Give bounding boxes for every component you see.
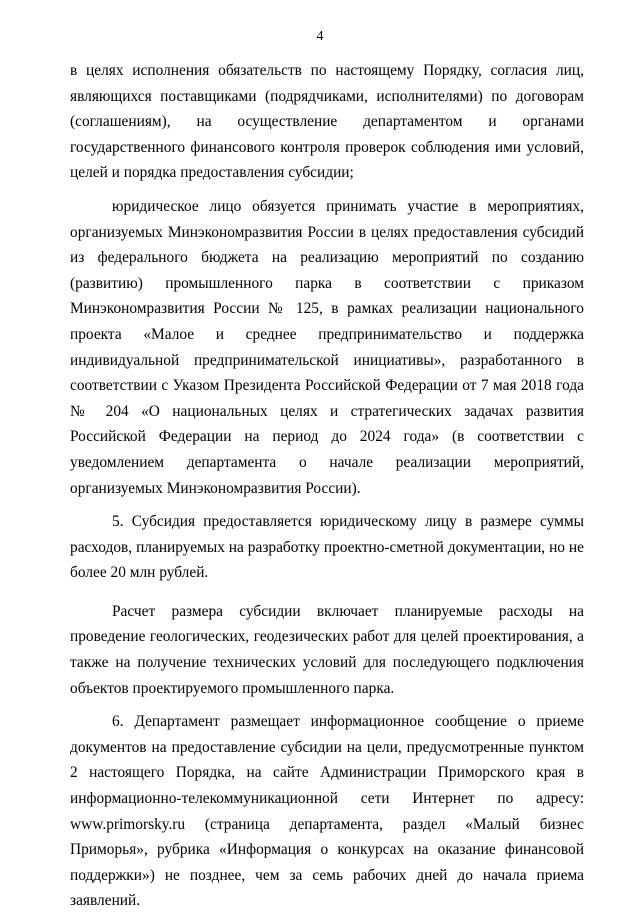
paragraph-subsidy-calculation: Расчет размера субсидии включает планируемые расходы на проведение геологических, геодезических работ для целей проектирования, а также на получение технических условий для последующего подключения объектов проектируемого промышленного парка. [70,602,584,697]
paragraph-consent-clause: в целях исполнения обязательств по настоящему Порядку, согласия лиц, являющихся поставщиками (подрядчиками, исполнителями) по договорам (соглашениям), на осуществление департаментом и органами государственного финансового контроля проверок соблюдения ими условий, целей и порядка предоставления субсидии; [70,62,584,182]
paragraph-item-6: 6. Департамент размещает информационное сообщение о приеме документов на предоставление субсидии на цели, предусмотренные пунктом 2 настоящего Порядка, на сайте Администрации Приморского края в информационно-телекоммуникационной сети Интернет по адресу: www.primorsky.ru (страница департамента, раздел «Малый бизнес Приморья», рубрика «Информация о конкурсах на оказание финансовой поддержки») не позднее, чем за семь рабочих дней до начала приема заявлений. [70,713,584,910]
paragraph-item-5: 5. Субсидия предоставляется юридическому лицу в размере суммы расходов, планируемых на разработку проектно-сметной документации, но не более 20 млн рублей. [70,513,584,582]
paragraph-participation-clause: юридическое лицо обязуется принимать участие в мероприятиях, организуемых Минэкономразвития России в целях предоставления субсидий из федерального бюджета на реализацию мероприятий по созданию (развитию) промышленного парка в соответствии с приказом Минэкономразвития России № 125, в рамках реализации национального проекта «Малое и среднее предпринимательство и поддержка индивидуальной предпринимательской инициативы», разработанного в соответствии с Указом Президента Российской Федерации от 7 мая 2018 года № 204 «О национальных целях и стратегических задачах развития Российской Федерации на период до 2024 года» (в соответствии с уведомлением департамента о начале реализации мероприятий, организуемых Минэкономразвития России). [70,197,584,497]
document-body [70,58,584,914]
page-number: 4 [316,29,324,44]
